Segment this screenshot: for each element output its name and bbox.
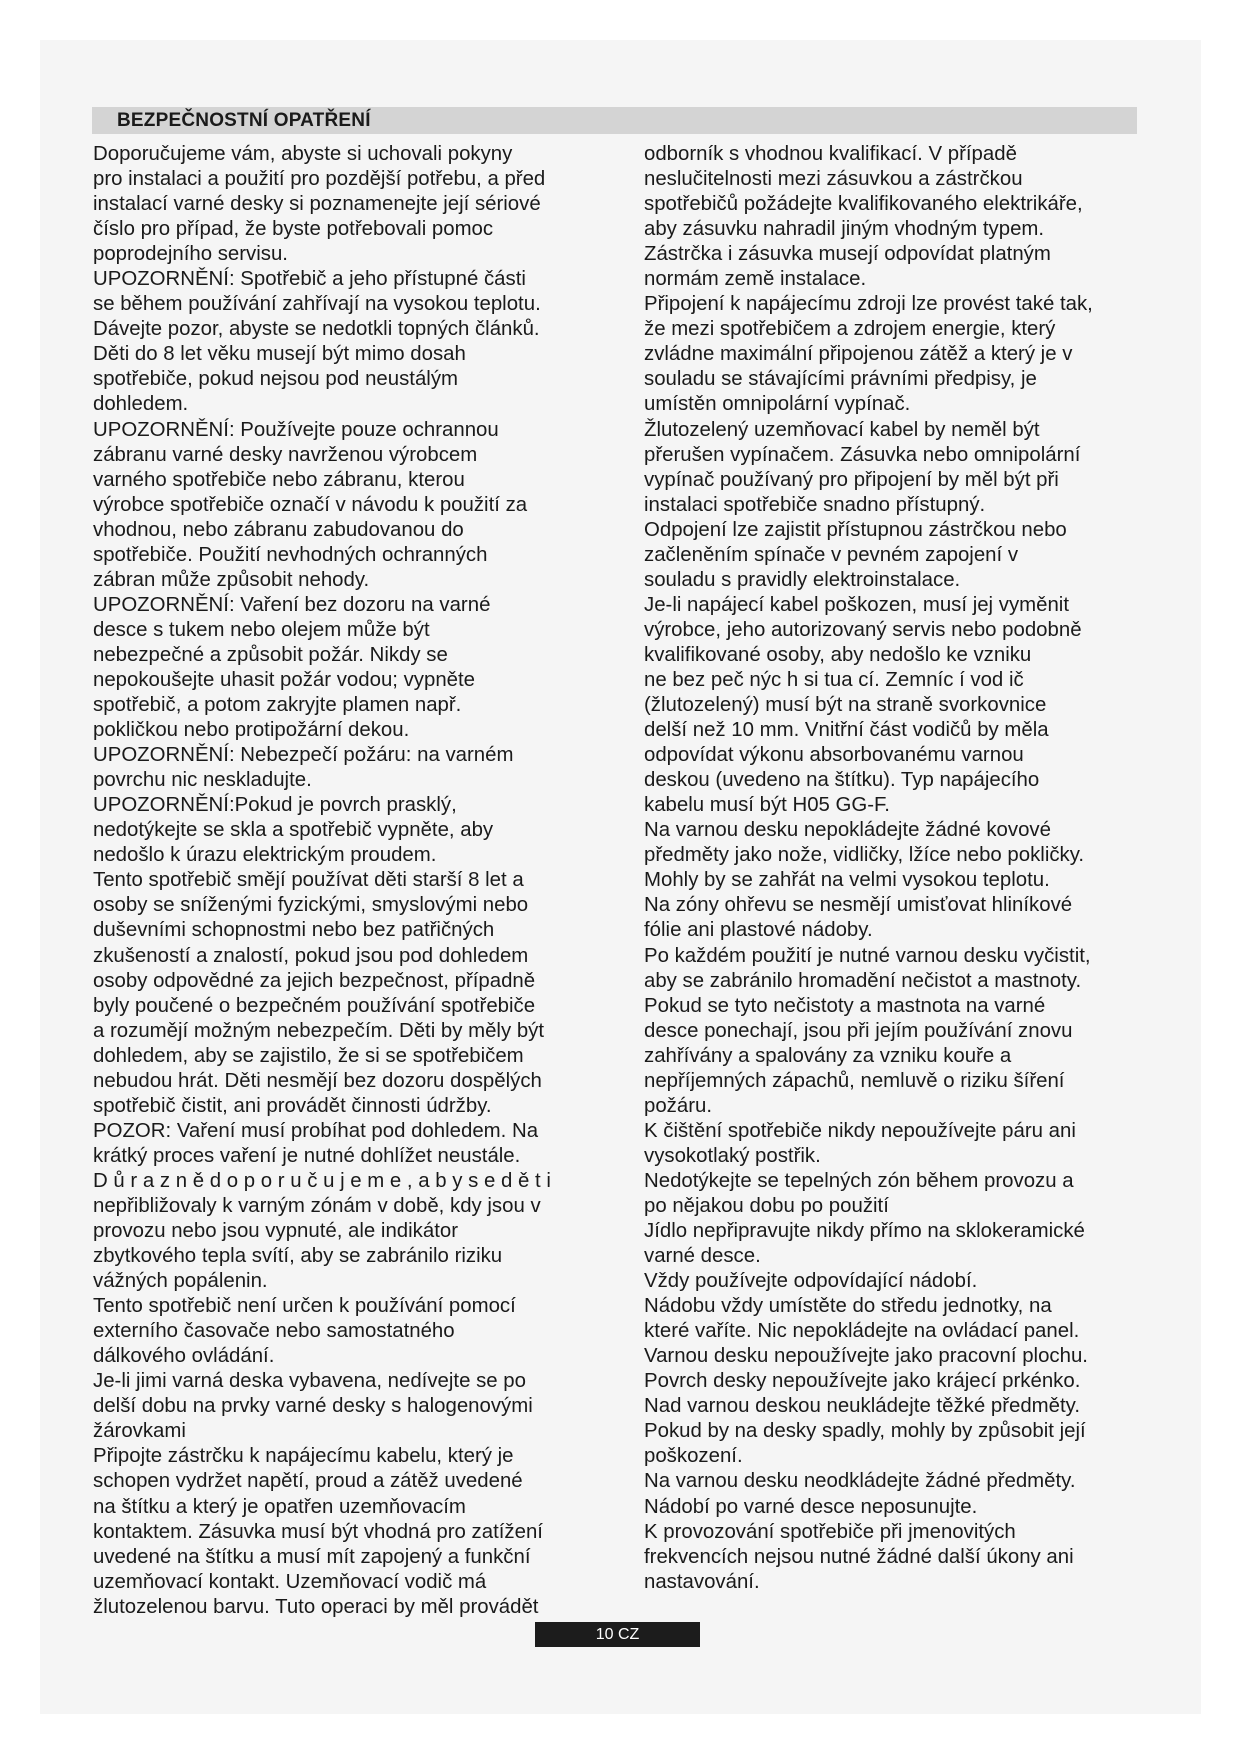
- text-line: poškození.: [644, 1445, 743, 1468]
- text-line: varného spotřebiče nebo zábranu, kterou: [93, 468, 465, 491]
- text-line: Mohly by se zahřát na velmi vysokou teplotu.: [644, 869, 1050, 892]
- text-line: dohledem.: [93, 393, 189, 416]
- text-line: UPOZORNĚNÍ:Pokud je povrch prasklý,: [93, 794, 457, 817]
- text-line: nepřibližovaly k varným zónám v době, kdy jsou v: [93, 1194, 541, 1217]
- text-line: povrchu nic neskladujte.: [93, 769, 312, 792]
- text-line: vážných popálenin.: [93, 1270, 268, 1293]
- text-line: K čištění spotřebiče nikdy nepoužívejte páru ani: [644, 1119, 1076, 1142]
- text-line: deskou (uvedeno na štítku). Typ napájecího: [644, 769, 1040, 792]
- text-line: kvalifikované osoby, aby nedošlo ke vzniku: [644, 643, 1032, 666]
- text-line: krátký proces vaření je nutné dohlížet neustále.: [93, 1144, 521, 1167]
- text-line: žárovkami: [93, 1420, 186, 1443]
- text-line: umístěn omnipolární vypínač.: [644, 393, 911, 416]
- text-line: dohledem, aby se zajistilo, že si se spotřebičem: [93, 1044, 524, 1067]
- text-line: Povrch desky nepoužívejte jako krájecí prkénko.: [644, 1370, 1081, 1393]
- text-line: Žlutozelený uzemňovací kabel by neměl být: [644, 418, 1040, 441]
- text-line: Pokud by na desky spadly, mohly by způsobit její: [644, 1420, 1086, 1443]
- text-line: K provozování spotřebiče při jmenovitých: [644, 1520, 1016, 1543]
- text-line: vysokotlaký postřik.: [644, 1144, 821, 1167]
- text-line: začleněním spínače v pevném zapojení v: [644, 543, 1019, 566]
- text-line: delší dobu na prvky varné desky s halogenovými: [93, 1395, 533, 1418]
- text-line: vhodnou, nebo zábranu zabudovanou do: [93, 518, 464, 541]
- text-line: D ů r a z n ě d o p o r u č u j e m e , a b y s e d ě t i: [93, 1169, 551, 1192]
- text-line: které vaříte. Nic nepokládejte na ovládací panel.: [644, 1320, 1080, 1343]
- text-line: odpovídat výkonu absorbovanému varnou: [644, 744, 1024, 767]
- text-line: přerušen vypínačem. Zásuvka nebo omnipolární: [644, 443, 1081, 466]
- text-line: Po každém použití je nutné varnou desku vyčistit,: [644, 944, 1091, 967]
- text-line: Připojte zástrčku k napájecímu kabelu, který je: [93, 1445, 514, 1468]
- left-column: [93, 142, 613, 1620]
- text-line: Odpojení lze zajistit přístupnou zástrčkou nebo: [644, 518, 1067, 541]
- text-line: výrobce, jeho autorizovaný servis nebo podobně: [644, 618, 1082, 641]
- text-line: že mezi spotřebičem a zdrojem energie, který: [644, 318, 1056, 341]
- text-line: Je-li jimi varná deska vybavena, nedívejte se po: [93, 1370, 526, 1393]
- text-line: nedotýkejte se skla a spotřebič vypněte, aby: [93, 819, 494, 842]
- text-line: uvedené na štítku a musí mít zapojený a funkční: [93, 1545, 531, 1568]
- text-line: a rozumějí možným nebezpečím. Děti by měly být: [93, 1019, 545, 1042]
- text-line: uzemňovací kontakt. Uzemňovací vodič má: [93, 1570, 487, 1593]
- text-line: Nádobu vždy umístěte do středu jednotky, na: [644, 1295, 1052, 1318]
- text-line: Pokud se tyto nečistoty a mastnota na varné: [644, 994, 1046, 1017]
- text-line: nepříjemných zápachů, nemluvě o riziku šíření: [644, 1069, 1065, 1092]
- text-line: nepokoušejte uhasit požár vodou; vypněte: [93, 668, 476, 691]
- text-line: instalaci spotřebiče snadno přístupný.: [644, 493, 986, 516]
- text-line: spotřebič, a potom zakryjte plamen např.: [93, 694, 462, 717]
- text-line: varné desce.: [644, 1245, 761, 1268]
- text-line: nebezpečné a způsobit požár. Nikdy se: [93, 643, 448, 666]
- text-line: Jídlo nepřipravujte nikdy přímo na sklokeramické: [644, 1220, 1085, 1243]
- text-line: předměty jako nože, vidličky, lžíce nebo pokličky.: [644, 844, 1085, 867]
- text-line: fólie ani plastové nádoby.: [644, 919, 873, 942]
- text-line: žlutozelenou barvu. Tuto operaci by měl provádět: [93, 1595, 539, 1618]
- text-line: zkušeností a znalostí, pokud jsou pod dohledem: [93, 944, 529, 967]
- text-line: UPOZORNĚNÍ: Spotřebič a jeho přístupné části: [93, 268, 526, 291]
- text-line: UPOZORNĚNÍ: Vaření bez dozoru na varné: [93, 593, 491, 616]
- text-line: Na zóny ohřevu se nesmějí umisťovat hliníkové: [644, 894, 1073, 917]
- text-line: vypínač používaný pro připojení by měl být při: [644, 468, 1059, 491]
- text-line: nastavování.: [644, 1570, 760, 1593]
- text-line: souladu se stávajícími právními předpisy, je: [644, 368, 1037, 391]
- text-line: desce s tukem nebo olejem může být: [93, 618, 430, 641]
- text-line: Je-li napájecí kabel poškozen, musí jej vyměnit: [644, 593, 1070, 616]
- text-line: po nějakou dobu po použití: [644, 1194, 889, 1217]
- text-line: Děti do 8 let věku musejí být mimo dosah: [93, 343, 466, 366]
- text-line: POZOR: Vaření musí probíhat pod dohledem. Na: [93, 1119, 539, 1142]
- text-line: byly poučené o bezpečném používání spotřebiče: [93, 994, 536, 1017]
- text-line: zábran může způsobit nehody.: [93, 568, 370, 591]
- text-line: kontaktem. Zásuvka musí být vhodná pro zatížení: [93, 1520, 543, 1543]
- text-line: normám země instalace.: [644, 268, 867, 291]
- text-line: požáru.: [644, 1094, 713, 1117]
- text-line: Doporučujeme vám, abyste si uchovali pokyny: [93, 143, 513, 165]
- text-line: Dávejte pozor, abyste se nedotkli topných článků.: [93, 318, 540, 341]
- text-line: se během používání zahřívají na vysokou teplotu.: [93, 293, 541, 316]
- text-line: spotřebičů požádejte kvalifikovaného elektrikáře,: [644, 193, 1083, 216]
- text-line: zvládne maximální připojenou zátěž a který je v: [644, 343, 1073, 366]
- text-line: osoby odpovědné za jejich bezpečnost, případně: [93, 969, 536, 992]
- text-line: nebudou hrát. Děti nesmějí bez dozoru dospělých: [93, 1069, 542, 1092]
- text-line: poprodejního servisu.: [93, 243, 288, 266]
- text-line: schopen vydržet napětí, proud a zátěž uvedené: [93, 1470, 523, 1493]
- text-line: pokličkou nebo protipožární dekou.: [93, 719, 410, 742]
- text-line: UPOZORNĚNÍ: Používejte pouze ochrannou: [93, 418, 499, 441]
- text-line: aby se zabránilo hromadění nečistot a mastnoty.: [644, 969, 1082, 992]
- text-line: spotřebič čistit, ani provádět činnosti údržby.: [93, 1094, 492, 1117]
- text-line: Připojení k napájecímu zdroji lze provést také tak,: [644, 293, 1093, 316]
- text-line: nedošlo k úrazu elektrickým proudem.: [93, 844, 437, 867]
- text-line: spotřebiče, pokud nejsou pod neustálým: [93, 368, 459, 391]
- text-line: delší než 10 mm. Vnitřní část vodičů by měla: [644, 719, 1049, 742]
- text-line: provozu nebo jsou vypnuté, ale indikátor: [93, 1220, 459, 1243]
- text-line: číslo pro případ, že byste potřebovali pomoc: [93, 218, 494, 241]
- text-line: pro instalaci a použití pro pozdější potřebu, a před: [93, 168, 546, 191]
- text-line: Zástrčka i zásuvka musejí odpovídat platným: [644, 243, 1051, 266]
- text-line: desce ponechají, jsou při jejím používání znovu: [644, 1019, 1073, 1042]
- text-line: souladu s pravidly elektroinstalace.: [644, 568, 961, 591]
- text-line: aby zásuvku nahradil jiným vhodným typem.: [644, 218, 1045, 241]
- text-line: Tento spotřebič smějí používat děti starší 8 let a: [93, 869, 524, 892]
- text-line: instalací varné desky si poznamenejte její sériové: [93, 193, 541, 216]
- text-line: zbytkového tepla svítí, aby se zabránilo riziku: [93, 1245, 503, 1268]
- text-line: zábranu varné desky navrženou výrobcem: [93, 443, 478, 466]
- text-line: Na varnou desku nepokládejte žádné kovové: [644, 819, 1051, 842]
- section-title: BEZPEČNOSTNÍ OPATŘENÍ: [117, 110, 371, 131]
- text-line: Vždy používejte odpovídající nádobí.: [644, 1270, 978, 1293]
- text-line: kabelu musí být H05 GG-F.: [644, 794, 890, 817]
- text-line: ne bez peč nýc h si tua cí. Zemníc í vod ič: [644, 668, 1024, 691]
- text-line: na štítku a který je opatřen uzemňovacím: [93, 1495, 466, 1518]
- page-number: 10 CZ: [535, 1622, 700, 1647]
- text-line: neslučitelnosti mezi zásuvkou a zástrčkou: [644, 168, 1023, 191]
- text-line: spotřebiče. Použití nevhodných ochranných: [93, 543, 488, 566]
- text-line: UPOZORNĚNÍ: Nebezpečí požáru: na varném: [93, 744, 514, 767]
- text-line: zahřívány a spalovány za vzniku kouře a: [644, 1044, 1012, 1067]
- text-line: osoby se sníženými fyzickými, smyslovými nebo: [93, 894, 529, 917]
- text-line: duševními schopnostmi nebo bez patřičných: [93, 919, 495, 942]
- text-line: externího časovače nebo samostatného: [93, 1320, 455, 1343]
- right-column: [644, 142, 1164, 1595]
- text-line: Tento spotřebič není určen k používání pomocí: [93, 1295, 516, 1318]
- text-line: odborník s vhodnou kvalifikací. V případě: [644, 143, 1017, 165]
- text-line: (žlutozelený) musí být na straně svorkovnice: [644, 694, 1047, 717]
- text-line: Nad varnou deskou neukládejte těžké předměty.: [644, 1395, 1081, 1418]
- text-line: Nádobí po varné desce neposunujte.: [644, 1495, 978, 1518]
- text-line: frekvencích nejsou nutné žádné další úkony ani: [644, 1545, 1074, 1568]
- text-line: dálkového ovládání.: [93, 1345, 275, 1368]
- text-line: Varnou desku nepoužívejte jako pracovní plochu.: [644, 1345, 1088, 1368]
- text-line: Na varnou desku neodkládejte žádné předměty.: [644, 1470, 1076, 1493]
- text-line: výrobce spotřebiče označí v návodu k použití za: [93, 493, 528, 516]
- text-line: Nedotýkejte se tepelných zón během provozu a: [644, 1169, 1074, 1192]
